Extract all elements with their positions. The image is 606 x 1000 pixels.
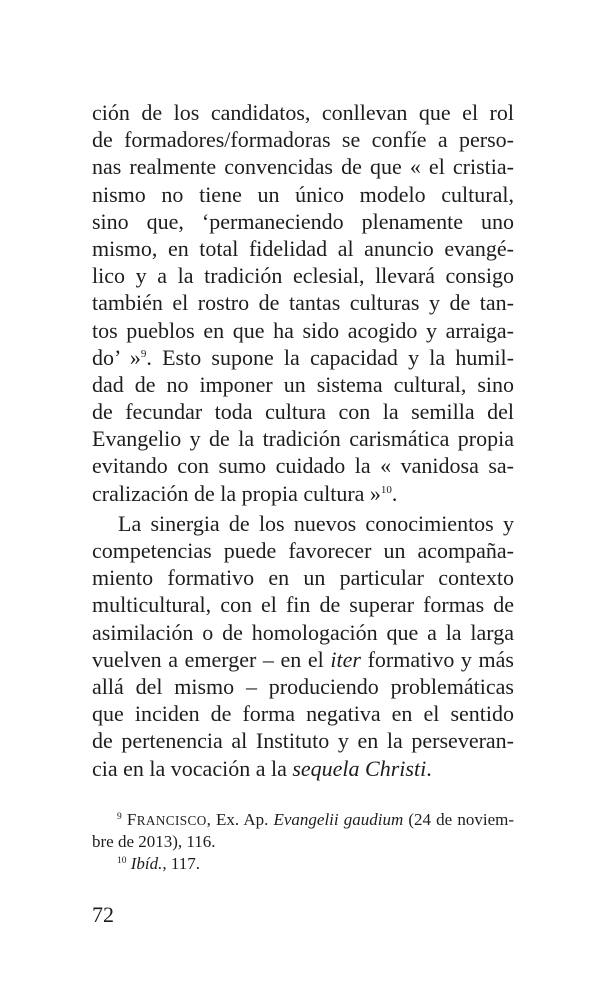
text-segment: formativo y más — [360, 646, 514, 672]
italic-term: sequela Christi — [292, 755, 427, 781]
text-line — [92, 755, 514, 782]
footnote-9-continuation: bre de 2013), 116. — [92, 832, 216, 851]
body-text — [92, 99, 514, 782]
text-line: evitando con sumo cuidado la « vanidosa sa- — [92, 453, 514, 479]
paragraph — [92, 99, 514, 507]
text-line — [92, 646, 514, 673]
text-line — [92, 344, 514, 371]
text-line: también el rostro de tantas culturas y de tan- — [92, 290, 514, 316]
text-line: de pertenencia al Instituto y en la perseveran- — [92, 728, 514, 754]
text-line: miento formativo en un particular contexto — [92, 565, 514, 591]
footnote-number: 10 — [117, 856, 127, 866]
text-segment: vuelven a emerger – en el — [92, 646, 331, 672]
italic-term: iter — [330, 646, 361, 672]
text-line — [92, 480, 514, 507]
text-line: multicultural, con el fin de superar formas de — [92, 592, 514, 618]
text-line: tos pueblos en que ha sido acogido y arraiga- — [92, 317, 514, 343]
footnote-9 — [92, 809, 514, 831]
footnote-ref-9[interactable]: 9 — [140, 347, 147, 360]
text-line: sino que, ‘permaneciendo plenamente uno — [92, 208, 514, 234]
text-line: allá del mismo – produciendo problemáticas — [92, 673, 514, 699]
text-segment: , 117. — [162, 854, 201, 873]
text-line: nismo no tiene un único modelo cultural, — [92, 181, 514, 207]
text-line: nas realmente convencidas de que « el cristia- — [92, 154, 514, 180]
italic-title: Ibíd. — [130, 854, 163, 873]
text-segment: , Ex. Ap. — [206, 810, 274, 829]
footnote-ref-10[interactable]: 10 — [380, 483, 392, 496]
text-line: La sinergia de los nuevos conocimientos y — [118, 510, 514, 536]
text-segment: cia en la vocación a la — [92, 755, 293, 781]
italic-title: Evangelii gaudium — [273, 810, 404, 829]
text-segment: cralización de la propia cultura » — [92, 480, 381, 506]
footnotes — [92, 809, 514, 875]
text-segment: . Esto supone la capacidad y la humil- — [146, 344, 514, 370]
text-segment: . — [391, 480, 398, 506]
footnote-author: FRANCISCO — [126, 810, 207, 829]
text-line: competencias puede favorecer un acompaña- — [92, 538, 514, 563]
page-number: 72 — [92, 902, 114, 927]
text-line: asimilación o de homologación que a la larga — [92, 619, 514, 645]
paragraph — [92, 510, 514, 782]
text-segment: . — [426, 755, 432, 781]
text-line: ción de los candidatos, conllevan que el rol — [92, 100, 514, 125]
text-line: mismo, en total fidelidad al anuncio evangé- — [92, 235, 514, 261]
text-line: que inciden de forma negativa en el sentido — [92, 701, 514, 727]
text-line: lico y a la tradición eclesial, llevará consigo — [92, 263, 514, 289]
text-segment: (24 de noviem- — [403, 810, 514, 829]
text-line: de formadores/formadoras se confíe a perso- — [92, 127, 514, 153]
text-segment: do’ » — [92, 344, 141, 370]
footnote-10 — [92, 853, 514, 875]
footnote-number: 9 — [117, 812, 122, 822]
text-line: Evangelio y de la tradición carismática propia — [92, 426, 514, 452]
text-line: de fecundar toda cultura con la semilla del — [92, 399, 514, 425]
text-line: dad de no imponer un sistema cultural, sino — [92, 371, 514, 397]
